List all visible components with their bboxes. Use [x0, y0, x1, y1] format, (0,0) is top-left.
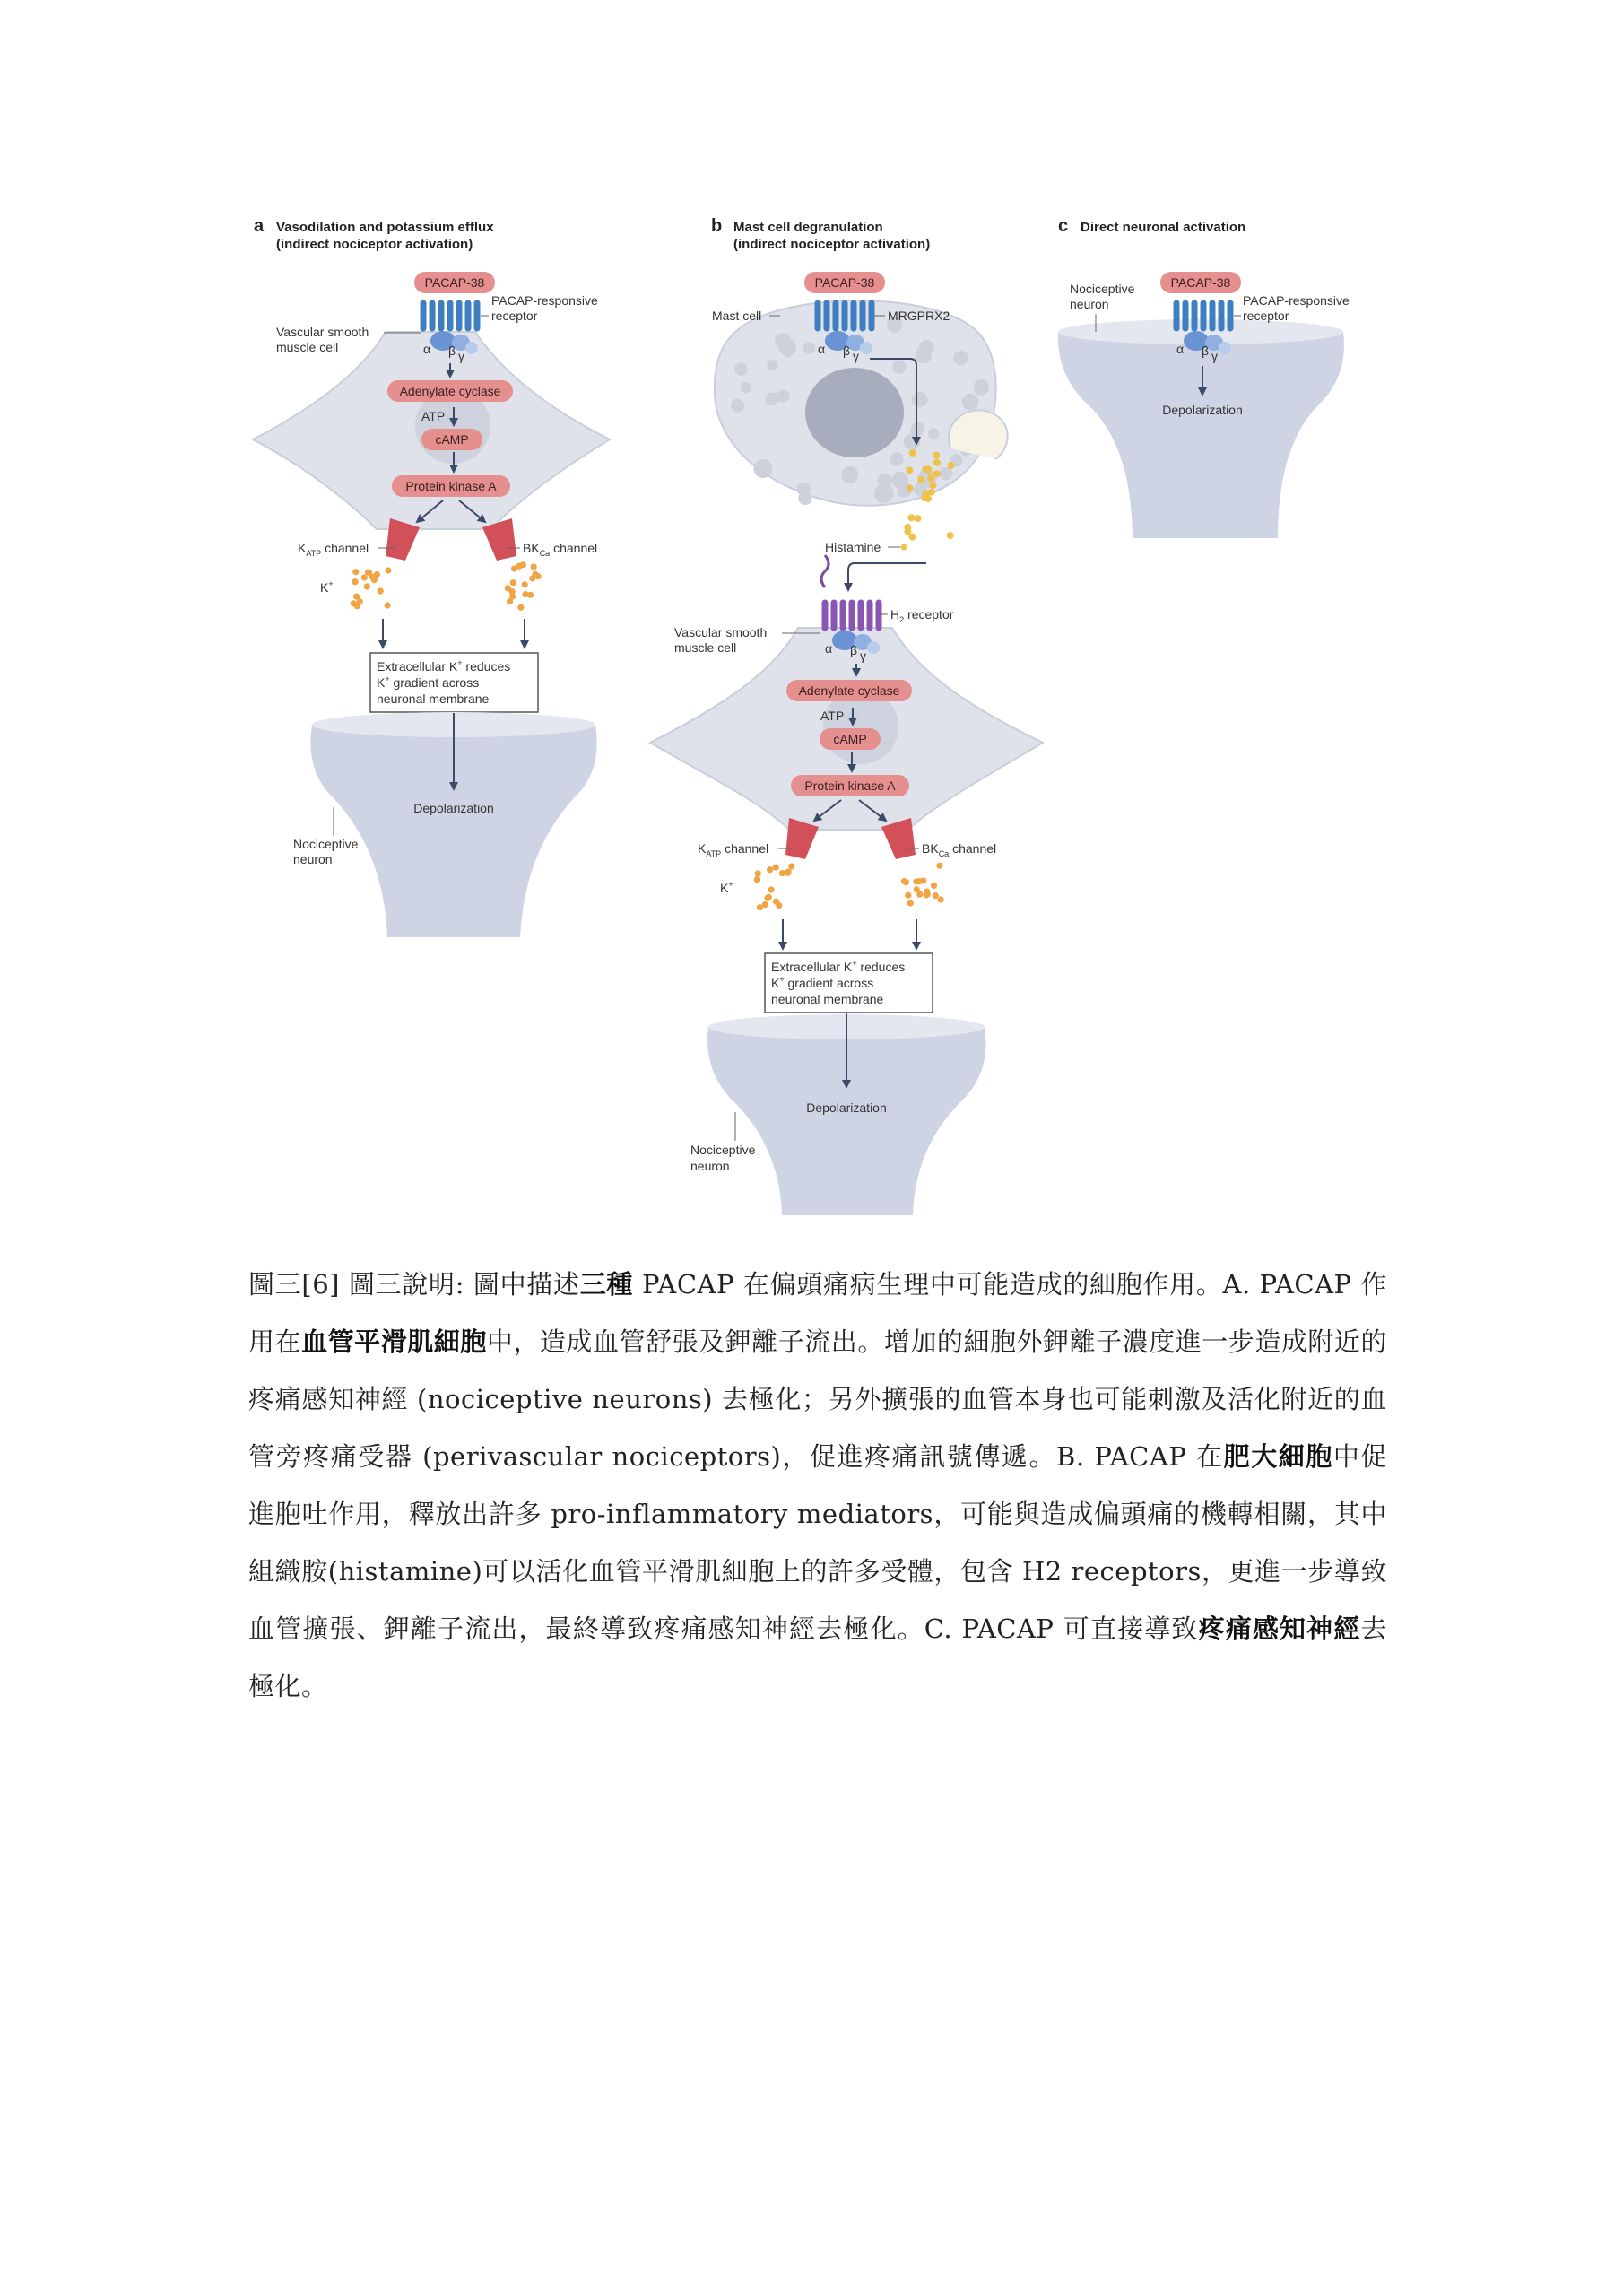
potassium-ion-dot [527, 592, 534, 598]
histamine-dot [907, 484, 914, 491]
potassium-ion-dot [773, 865, 779, 871]
potassium-ion-dot [754, 876, 760, 883]
neuron-label-c-line2: neuron [1070, 297, 1109, 311]
potassium-ion-dot [351, 600, 357, 606]
histamine-dot [917, 476, 924, 483]
h2-receptor-label: $H_2$ receptor [890, 607, 954, 624]
potassium-ion-dot [768, 886, 775, 892]
potassium-ion-dot [371, 577, 378, 583]
pacap-38-label: PACAP-38 [424, 275, 485, 290]
panel-b [650, 216, 1043, 1215]
potassium-ion-dot [767, 866, 773, 873]
potassium-ion-dot [779, 870, 785, 876]
panel-b-letter: b [711, 216, 723, 236]
caption-text-2: PACAP 在偏頭痛病生理中可能造成的細胞作用。A. PACAP 作用在 [248, 1269, 1387, 1357]
granule [953, 351, 968, 365]
potassium-ion-dot [936, 863, 942, 869]
gamma-subunit-b2: γ [860, 648, 866, 663]
histamine-dot [927, 474, 934, 482]
caption-bold-3: 肥大細胞 [1223, 1441, 1333, 1472]
potassium-ion-dot [385, 602, 391, 608]
potassium-ion-dot [901, 878, 907, 884]
caption-text-3: 中，造成血管舒張及鉀離子流出。增加的細胞外鉀離子濃度進一步造成附近的疼痛感知神經 (nociceptive neurons) 去極化；另外擴張的血管本身也可能刺激及活化附近的血管旁疼痛受器 (perivascular nociceptors)，促進疼痛訊號傳遞。B. PACAP 在 [248, 1326, 1387, 1472]
potassium-ion-dot [933, 892, 939, 899]
receptor-label-line1: PACAP-responsive [491, 293, 598, 308]
potassium-ion-dot [762, 901, 768, 908]
histamine-dot [933, 452, 940, 459]
depolarization-label-a: Depolarization [413, 801, 494, 815]
histamine-dot [921, 494, 928, 501]
panel-a-letter: a [254, 216, 265, 236]
neuron-label-b-line2: neuron [690, 1159, 730, 1173]
histamine-dot [933, 470, 941, 477]
granule [782, 346, 793, 357]
adenylate-cyclase-label-b: Adenylate cyclase [798, 683, 900, 698]
receptor-label-c-line2: receptor [1243, 309, 1289, 323]
potassium-ion-dot [357, 598, 363, 604]
gamma-subunit: γ [458, 349, 464, 363]
potassium-ion-dot [913, 878, 919, 884]
potassium-ion-dot [509, 593, 516, 599]
potassium-ion-dot [522, 581, 528, 587]
receptor-label-c-line1: PACAP-responsive [1243, 293, 1350, 308]
granule [766, 392, 779, 405]
granule [753, 459, 772, 478]
potassium-ion-dot [907, 900, 914, 906]
potassium-ion-dot [785, 870, 791, 876]
potassium-ion-dot [510, 579, 516, 586]
histamine-dot [928, 489, 935, 496]
granule [962, 394, 979, 411]
atp-label: ATP [421, 409, 446, 423]
box-b-line3: neuronal membrane [771, 992, 884, 1006]
panel-b-title-line2: (indirect nociceptor activation) [733, 237, 931, 252]
depolarization-label-b: Depolarization [806, 1100, 887, 1115]
bkca-channel-label: $BK_{Ca}$ channel [523, 541, 598, 558]
caption-text-1: 圖三[6] 圖三說明: 圖中描述 [248, 1269, 580, 1300]
histamine-dot [947, 532, 954, 539]
beta-subunit-c: β [1202, 344, 1210, 358]
potassium-ions-right-b [901, 863, 944, 907]
potassium-ion-dot [505, 585, 511, 591]
pacap-38-label-c: PACAP-38 [1170, 275, 1231, 290]
camp-label: cAMP [435, 432, 469, 447]
granule [915, 347, 931, 363]
histamine-dot [904, 528, 911, 535]
potassium-ion-dot [531, 563, 537, 570]
histamine-dot [948, 462, 955, 469]
potassium-ion-dot [920, 877, 926, 883]
caption-bold-2: 血管平滑肌細胞 [301, 1326, 487, 1357]
neuron-label-a-line2: neuron [293, 852, 333, 866]
potassium-ions-left-b [754, 863, 795, 910]
potassium-ion-dot [938, 896, 944, 902]
potassium-ions-left [351, 567, 392, 609]
neuron-label-b-line1: Nociceptive [690, 1143, 756, 1157]
potassium-ion-dot [517, 604, 524, 611]
histamine-dot [909, 449, 916, 457]
potassium-ion-dot [361, 574, 368, 580]
alpha-subunit-b: α [818, 342, 826, 356]
beta-subunit-b: β [843, 344, 851, 358]
panel-a-title-line1: Vasodilation and potassium efflux [276, 220, 494, 235]
box-line2: K+ gradient across [377, 674, 480, 690]
granule [974, 379, 990, 396]
protein-kinase-a-label: Protein kinase A [405, 479, 497, 493]
granule [734, 362, 747, 375]
granule [912, 392, 928, 408]
granule [803, 342, 815, 353]
granule [928, 428, 940, 439]
bkca-channel-label-b: $BK_{Ca}$ channel [922, 841, 997, 858]
potassium-ion-dot [905, 892, 911, 899]
caption-text-5: 去極化。 [248, 1613, 1387, 1701]
box-line3: neuronal membrane [377, 691, 490, 706]
potassium-ion-dot [931, 883, 937, 889]
mrgprx2-label: MRGPRX2 [888, 309, 950, 323]
alpha-subunit-c: α [1176, 342, 1185, 356]
potassium-ion-dot [534, 573, 541, 579]
granule [777, 389, 790, 403]
caption-text-4: 中促進胞吐作用，釋放出許多 pro-inflammatory mediators，可能與造成偏頭痛的機轉相關，其中組織胺(histamine)可以活化血管平滑肌細胞上的許多受體，包含 H2 receptors，更進一步導致血管擴張、鉀離子流出，最終導致疼痛感知神經去極化。C. PACAP 可直接導致 [248, 1441, 1387, 1644]
neuron-label-a-line1: Nociceptive [293, 837, 359, 851]
potassium-ion-label: K+ [320, 579, 334, 595]
potassium-ion-dot [516, 563, 523, 570]
granule [874, 484, 894, 504]
adenylate-cyclase-label: Adenylate cyclase [399, 384, 501, 398]
gamma-subunit-c: γ [1211, 349, 1218, 363]
depolarization-label-c: Depolarization [1162, 403, 1243, 417]
box-b-line1: Extracellular K+ reduces [771, 959, 906, 974]
protein-kinase-a-label-b: Protein kinase A [804, 778, 896, 793]
histamine-dot [906, 466, 913, 474]
potassium-ion-label-b: K+ [720, 880, 733, 895]
potassium-ion-dot [366, 570, 372, 576]
histamine-dot [933, 459, 941, 466]
histamine-label: Histamine [825, 540, 881, 554]
vsmc-b-label-line1: Vascular smooth [674, 625, 768, 639]
granule [841, 466, 858, 483]
vsmc-b-label-line2: muscle cell [674, 640, 737, 655]
histamine-dot [907, 514, 915, 521]
vsmc-label-line2: muscle cell [276, 340, 339, 354]
potassium-ion-dot [364, 583, 370, 589]
potassium-ion-dot [916, 891, 923, 898]
granule [741, 382, 751, 393]
granule [890, 452, 904, 465]
panel-c-letter: c [1058, 216, 1069, 236]
histamine-dot [929, 482, 936, 489]
potassium-ion-dot [776, 902, 782, 909]
potassium-ion-dot [378, 588, 384, 595]
mast-cell-label: Mast cell [712, 309, 762, 323]
potassium-ion-dot [385, 567, 391, 573]
panel-a-title-line2: (indirect nociceptor activation) [276, 237, 473, 252]
receptor-label-line2: receptor [491, 309, 538, 323]
granule [892, 360, 906, 373]
katp-channel-label: $K_{ATP}$ channel [298, 541, 369, 558]
panel-c-title: Direct neuronal activation [1081, 220, 1246, 235]
alpha-subunit-b2: α [825, 641, 833, 656]
beta-subunit-b2: β [850, 643, 858, 657]
potassium-ion-dot [766, 894, 772, 900]
camp-label-b: cAMP [833, 732, 867, 746]
neuron-label-c-line1: Nociceptive [1070, 282, 1135, 296]
histamine-dot [915, 515, 922, 522]
caption-bold-4: 疼痛感知神經 [1198, 1613, 1361, 1644]
potassium-ion-dot [352, 578, 359, 585]
potassium-ion-dot [529, 575, 535, 581]
alpha-subunit: α [423, 342, 431, 356]
pacap-38-label-b: PACAP-38 [814, 275, 875, 290]
granule [796, 482, 811, 496]
panel-a [253, 216, 610, 937]
atp-label-b: ATP [820, 709, 845, 723]
vsmc-label-line1: Vascular smooth [276, 325, 369, 339]
histamine-dot [923, 465, 930, 473]
potassium-ion-dot [788, 863, 794, 869]
caption-bold-1: 三種 [579, 1269, 634, 1300]
beta-subunit: β [448, 344, 456, 358]
box-line1: Extracellular K+ reduces [377, 658, 511, 674]
gamma-subunit-b: γ [853, 349, 859, 363]
granule [731, 399, 744, 413]
panel-c [1058, 216, 1350, 538]
katp-channel-label-b: $K_{ATP}$ channel [698, 841, 769, 858]
potassium-ion-dot [755, 870, 761, 876]
figure-caption [248, 1256, 1387, 1715]
potassium-ion-dot [352, 569, 359, 575]
granule [767, 360, 778, 371]
panel-b-title-line1: Mast cell degranulation [733, 220, 883, 235]
box-b-line2: K+ gradient across [771, 975, 874, 990]
mast-cell-nucleus [805, 368, 904, 457]
potassium-ion-dot [924, 889, 930, 895]
potassium-ions-right [505, 561, 542, 611]
